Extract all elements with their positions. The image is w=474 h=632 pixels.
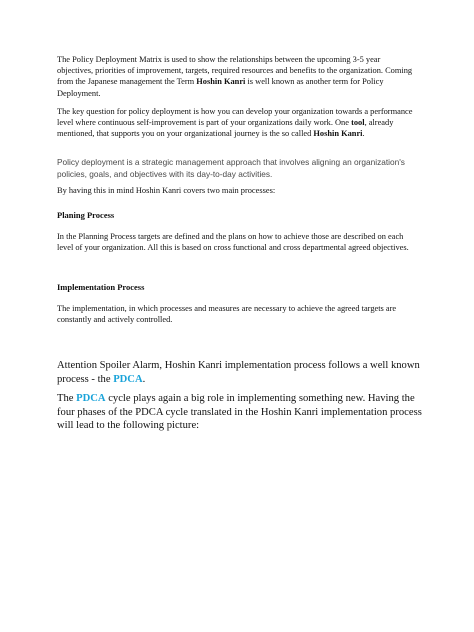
paragraph-spoiler-alarm bbox=[57, 359, 422, 386]
text-run: The Policy Deployment Matrix is used to show the relationships between the upcoming 3-5 year objectives, priorities of improvement, targets, required resources and benefits to the organization. Coming from the Japanese management the Term bbox=[57, 55, 413, 87]
paragraph-implementation: The implementation, in which processes and measures are necessary to achieve the agreed targets are constantly and actively controlled. bbox=[57, 304, 397, 325]
term-hoshin-kanri: Hoshin Kanri bbox=[313, 129, 363, 139]
term-pdca: PDCA bbox=[76, 393, 106, 404]
heading-planing-process: Planing Process bbox=[57, 210, 115, 220]
text-run: cycle plays again a big role in implementing something new. Having the four phases of the PDCA cycle translated in the Hoshin Kanri implementation process will lead to the following picture: bbox=[57, 393, 422, 432]
text-run: is well known as another term for Policy Deployment. bbox=[57, 77, 384, 98]
text-run: Attention Spoiler Alarm, Hoshin Kanri implementation process follows a well known process - the bbox=[57, 360, 420, 385]
term-tool: tool bbox=[351, 118, 365, 128]
term-hoshin-kanri: Hoshin Kanri bbox=[196, 77, 246, 87]
text-run: . bbox=[362, 129, 365, 139]
paragraph-two-processes: By having this in mind Hoshin Kanri covers two main processes: bbox=[57, 186, 276, 195]
text-run: The key question for policy deployment is how you can develop your organization towards a performance level where continuous self-improvement is part of your organizations daily work. One bbox=[57, 107, 413, 128]
term-pdca: PDCA bbox=[113, 373, 143, 385]
paragraph-planning: In the Planning Process targets are defined and the plans on how to achieve those are described on each level of your organization. All this is based on cross functional and cross departmental agreed objectives. bbox=[57, 232, 409, 253]
paragraph-definition: Policy deployment is a strategic management approach that involves aligning an organization's policies, goals, and objectives with its day-to-day activities. bbox=[57, 157, 405, 179]
text-run: . bbox=[142, 373, 146, 385]
text-run: , already mentioned, that supports you on your organizational journey is the so called bbox=[57, 118, 394, 139]
paragraph-pdca-cycle bbox=[57, 392, 422, 433]
heading-implementation-process: Implementation Process bbox=[57, 282, 145, 292]
text-run: The bbox=[57, 393, 77, 404]
paragraph-policy-matrix bbox=[57, 54, 417, 99]
paragraph-key-question bbox=[57, 106, 417, 140]
